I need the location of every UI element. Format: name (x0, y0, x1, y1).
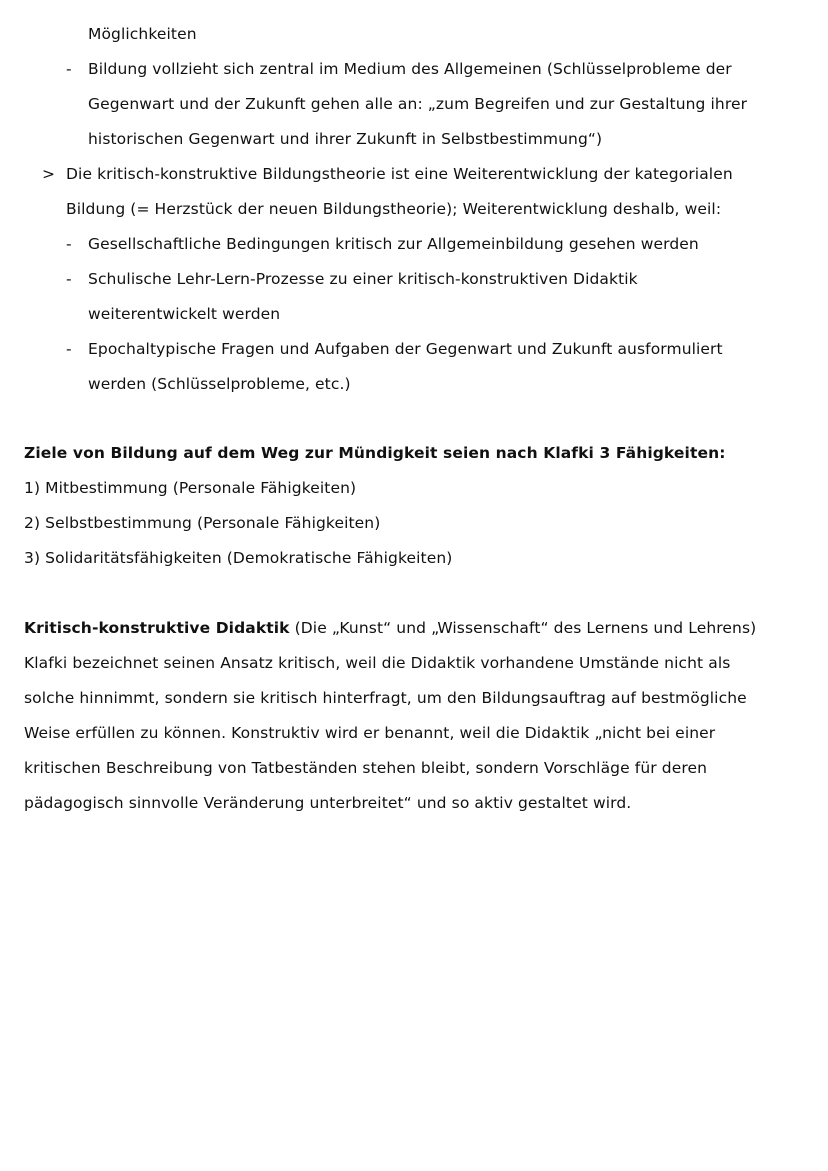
arrow-marker: > (42, 165, 55, 183)
paragraph-line: Klafki bezeichnet seinen Ansatz kritisch, weil die Didaktik vorhandene Umstände nicht als (24, 654, 731, 672)
sub-bullet-line: Gesellschaftliche Bedingungen kritisch zur Allgemeinbildung gesehen werden (88, 235, 699, 253)
bullet-marker: - (66, 60, 72, 78)
bullet-text-line: Gegenwart und der Zukunft gehen alle an: „zum Begreifen und zur Gestaltung ihrer (88, 95, 748, 113)
bullet-text-line: historischen Gegenwart und ihrer Zukunft in Selbstbestimmung“) (88, 130, 603, 148)
section-heading: Ziele von Bildung auf dem Weg zur Mündigkeit seien nach Klafki 3 Fähigkeiten: (24, 444, 726, 462)
bullet-text-line: Bildung vollzieht sich zentral im Medium des Allgemeinen (Schlüsselprobleme der (88, 60, 732, 78)
didaktik-heading-bold: Kritisch-konstruktive Didaktik (24, 619, 290, 637)
paragraph-line: Weise erfüllen zu können. Konstruktiv wird er benannt, weil die Didaktik „nicht bei einer (24, 724, 716, 742)
numbered-item: 3) Solidaritätsfähigkeiten (Demokratische Fähigkeiten) (24, 549, 453, 567)
paragraph-line: kritischen Beschreibung von Tatbeständen stehen bleibt, sondern Vorschläge für deren (24, 759, 708, 777)
sub-bullet-line: werden (Schlüsselprobleme, etc.) (88, 375, 351, 393)
paragraph-line: pädagogisch sinnvolle Veränderung unterbreitet“ und so aktiv gestaltet wird. (24, 794, 632, 812)
sub-bullet-marker: - (66, 270, 72, 288)
sub-bullet-marker: - (66, 340, 72, 358)
paragraph-line: solche hinnimmt, sondern sie kritisch hinterfragt, um den Bildungsauftrag auf bestmögliche (24, 689, 747, 707)
sub-bullet-marker: - (66, 235, 72, 253)
sub-bullet-line: Epochaltypische Fragen und Aufgaben der Gegenwart und Zukunft ausformuliert (88, 340, 723, 358)
sub-bullet-line: Schulische Lehr-Lern-Prozesse zu einer kritisch-konstruktiven Didaktik (88, 270, 638, 288)
didaktik-heading-rest: (Die „Kunst“ und „Wissenschaft“ des Lernens und Lehrens) (289, 619, 757, 637)
didaktik-heading (24, 618, 756, 638)
arrow-item-line: Bildung (= Herzstück der neuen Bildungstheorie); Weiterentwicklung deshalb, weil: (66, 200, 722, 218)
sub-bullet-line: weiterentwickelt werden (88, 305, 281, 323)
numbered-item: 1) Mitbestimmung (Personale Fähigkeiten) (24, 479, 357, 497)
continuation-line: Möglichkeiten (88, 25, 197, 43)
arrow-item-line: Die kritisch-konstruktive Bildungstheorie ist eine Weiterentwicklung der kategorialen (66, 165, 733, 183)
numbered-item: 2) Selbstbestimmung (Personale Fähigkeiten) (24, 514, 381, 532)
